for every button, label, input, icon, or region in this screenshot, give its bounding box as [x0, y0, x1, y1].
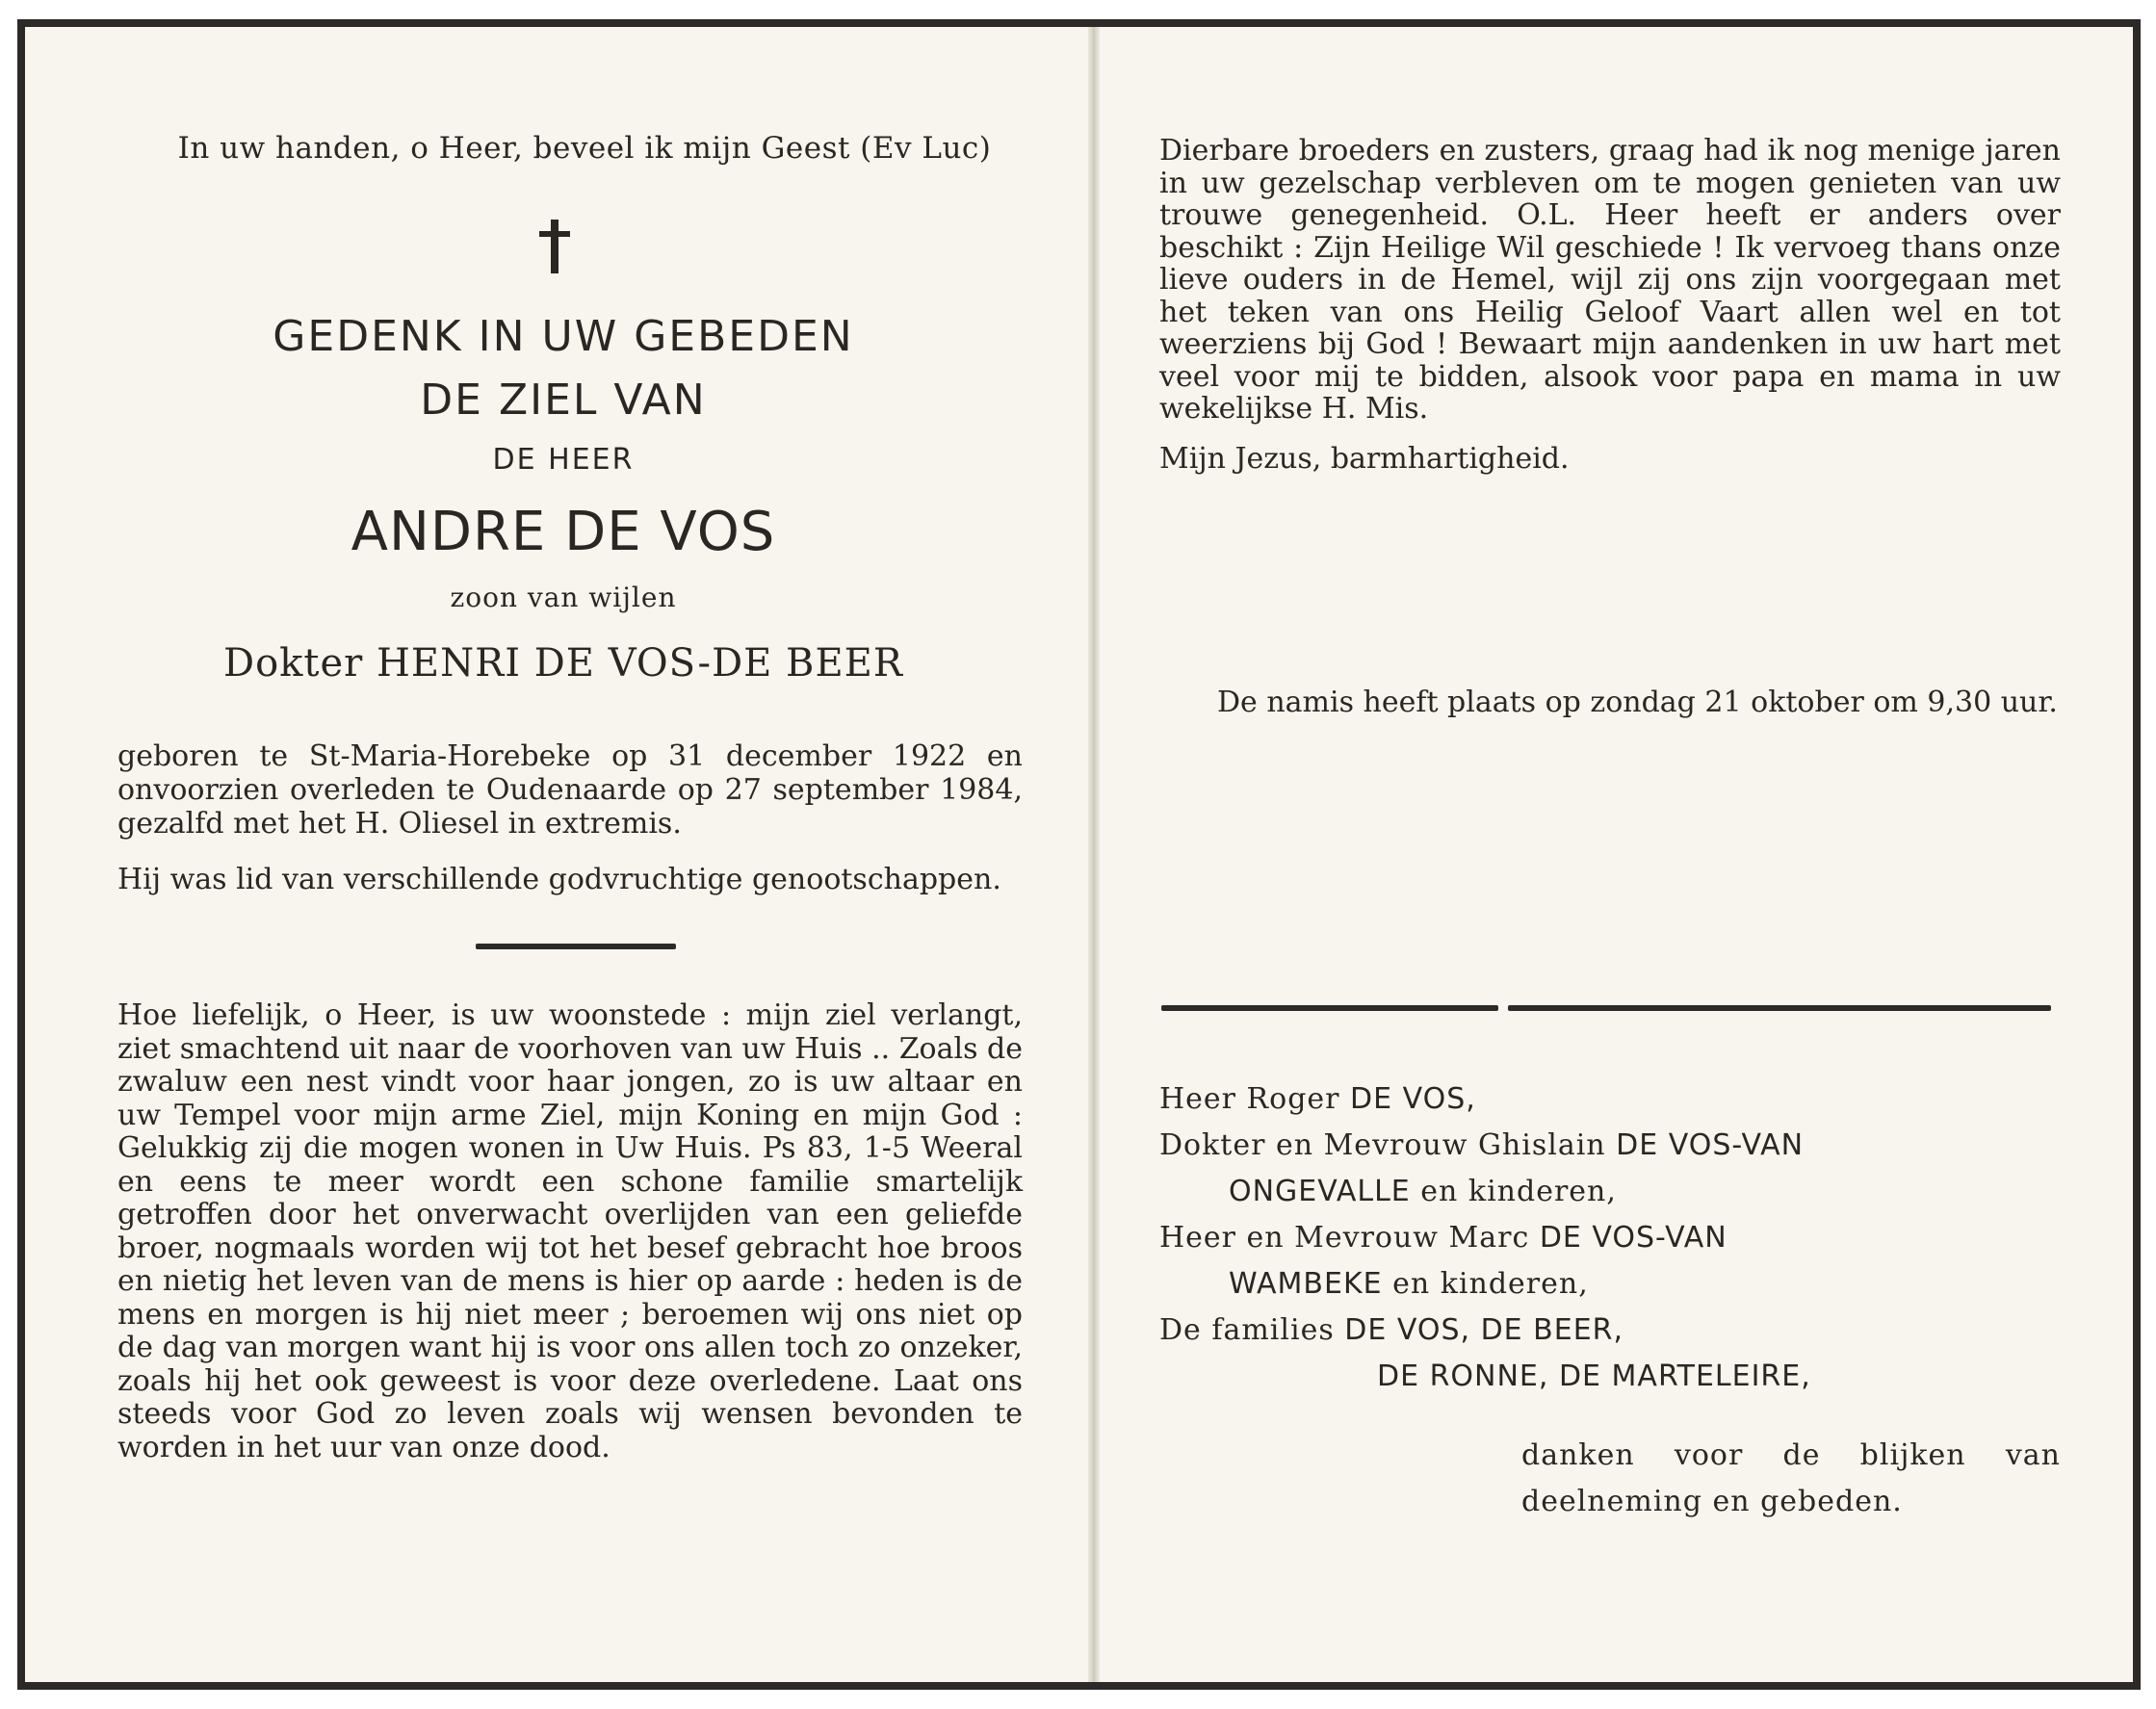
heading-soul-of: DE ZIEL VAN [420, 375, 707, 425]
membership-text: Hij was lid van verschillende godvruchtige genootschappen. [117, 863, 1001, 896]
thanks-text: danken voor de blijken van deelneming en gebeden. [1521, 1438, 2061, 1518]
divider-rule [476, 944, 676, 949]
family-line: WAMBEKE en kinderen, [1229, 1267, 1589, 1301]
deceased-name: ANDRE DE VOS [351, 501, 776, 563]
family-line: De families DE VOS, DE BEER, [1159, 1313, 1624, 1347]
prayer-text: Mijn Jezus, barmhartigheid. [1159, 441, 1570, 476]
family-line: ONGEVALLE en kinderen, [1229, 1175, 1617, 1208]
farewell-text: Dierbare broeders en zusters, graag had ik nog menige jaren in uw gezelschap verbleven om te mogen genieten van uw trouwe genegenheid. O.L. Heer heeft er anders over beschikt : Zijn Heilige Wil geschiede ! Ik vervoeg thans onze lieve ouders in de Hemel, wijl zij ons zijn voorgegaan met het teken van ons Heilig Geloof Vaart allen wel en tot weerziens bij God ! Bewaart mijn aandenken in uw hart met veel voor mij te bidden, alsook voor papa en mama in uw wekelijkse H. Mis. [1159, 134, 2061, 426]
heading-mister: DE HEER [492, 443, 635, 477]
epigraph: In uw handen, o Heer, beveel ik mijn Geest (Ev Luc) [177, 131, 992, 166]
farewell-block [1159, 135, 2061, 475]
family-list [1159, 1082, 2122, 1410]
latin-cross-icon [526, 218, 584, 275]
son-of-label: zoon van wijlen [450, 582, 677, 613]
mass-announcement [1159, 682, 2061, 724]
heading-remember: GEDENK IN UW GEBEDEN [273, 312, 854, 361]
father-name: Dokter HENRI DE VOS-DE BEER [223, 641, 903, 686]
divider-rule-left [1161, 1005, 1498, 1011]
left-panel [25, 27, 1088, 1682]
family-line: Heer Roger DE VOS, [1159, 1082, 1476, 1116]
divider-rule-right [1508, 1005, 2051, 1011]
memorial-card [17, 19, 2141, 1690]
mass-text: De namis heeft plaats op zondag 21 oktober om 9,30 uur. [1217, 686, 2058, 719]
family-line: DE RONNE, DE MARTELEIRE, [1377, 1359, 1811, 1393]
birth-death-text: geboren te St-Maria-Horebeke op 31 december 1922 en onvoorzien overleden te Oudenaarde op 27 september 1984, gezalfd met het H. Oliesel in extremis. [117, 739, 1023, 841]
right-panel [1100, 27, 2141, 1682]
family-line: Heer en Mevrouw Marc DE VOS-VAN [1159, 1221, 1727, 1255]
family-line: Dokter en Mevrouw Ghislain DE VOS-VAN [1159, 1128, 1805, 1162]
psalm-text: Hoe liefelijk, o Heer, is uw woonstede : mijn ziel verlangt, ziet smachtend uit naar de voorhoven van uw Huis .. Zoals de zwaluw een nest vindt voor haar jongen, zo is uw altaar en uw Tempel voor mijn arme Ziel, mijn Koning en mijn God : Gelukkig zij die mogen wonen in Uw Huis. Ps 83, 1-5 Weeral en eens te meer wordt een schone familie smartelijk getroffen door het onverwacht overlijden van een geliefde broer, nogmaals worden wij tot het besef gebracht hoe broos en nietig het leven van de mens is hier op aarde : heden is de mens en morgen is hij niet meer ; beroemen wij ons niet op de dag van morgen want hij is voor ons allen toch zo onzeker, zoals hij het ook geweest is voor deze overledene. Laat ons steeds voor God zo leven zoals wij wensen bevonden te worden in het uur van onze dood. [117, 998, 1023, 1464]
center-fold [1088, 27, 1100, 1682]
